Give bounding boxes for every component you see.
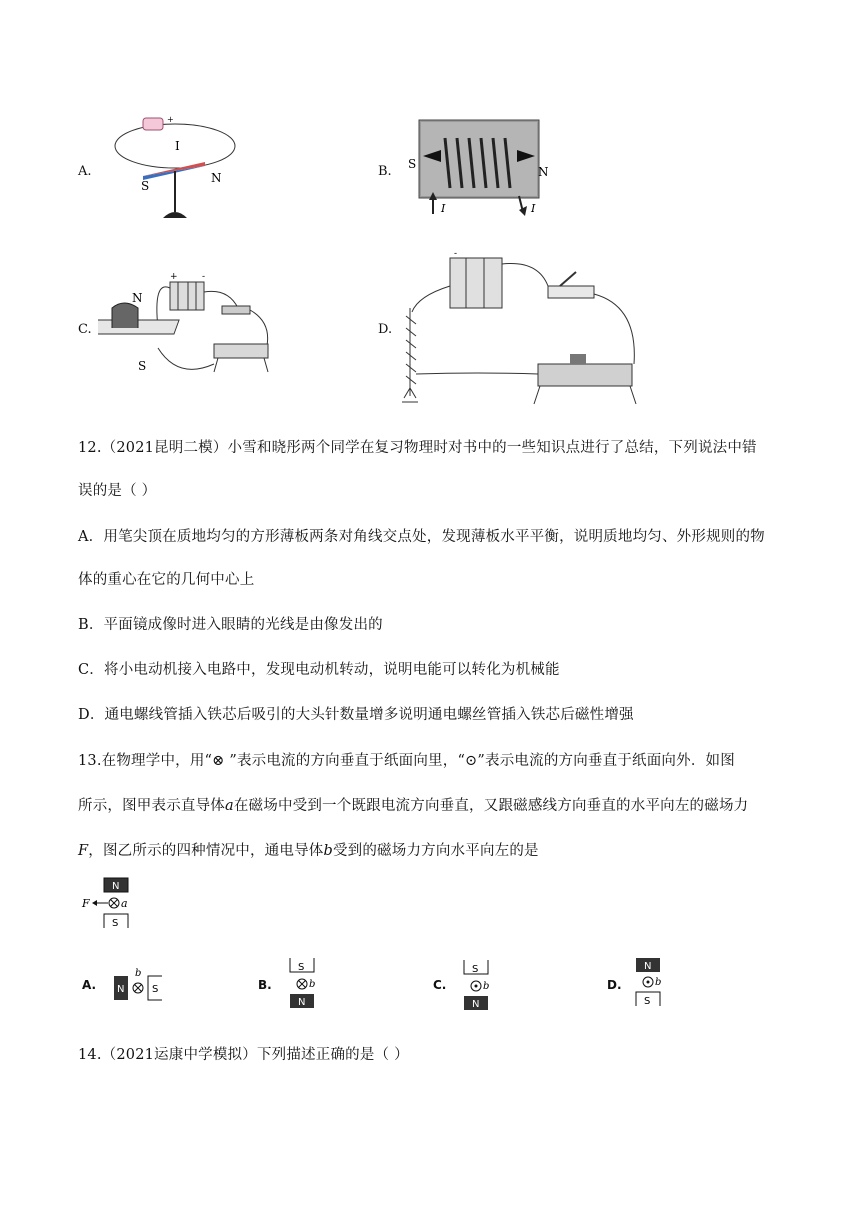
- q13-b-top-pole: S: [298, 962, 305, 973]
- q13-d-top-pole: N: [644, 961, 652, 972]
- q11-c-south-label: S: [138, 359, 147, 373]
- q11-b-current-left: I: [441, 202, 446, 215]
- q12-stem-line2: 误的是（ ）: [78, 483, 157, 499]
- q11-c-north-label: N: [132, 291, 143, 305]
- q13-line3-var2: b: [323, 843, 333, 859]
- q13-option-c-figure: [456, 958, 506, 1014]
- q11-option-c-letter: C.: [78, 322, 92, 337]
- q13-d-bottom-pole: S: [644, 996, 651, 1007]
- q13-b-conductor: b: [309, 979, 316, 990]
- q12-option-b: B．平面镜成像时进入眼睛的光线是由像发出的: [78, 617, 383, 633]
- q13-c-bottom-pole: N: [472, 999, 480, 1010]
- q13-c-top-pole: S: [472, 964, 479, 975]
- q11-b-current-right: I: [531, 202, 536, 215]
- q13-line2-var: a: [225, 798, 234, 814]
- q11-option-d-letter: D.: [378, 322, 393, 337]
- q13-line3-a: ，图乙所示的四种情况中，通电导体: [88, 843, 324, 859]
- q13-stem-line2: [78, 794, 748, 815]
- q13-a-left-pole: N: [117, 984, 125, 995]
- q13-line2-a: 所示，图甲表示直导体: [78, 798, 225, 814]
- q13-line3-var: F: [78, 843, 89, 859]
- q13-line3-b: 受到的磁场力方向水平向左的是: [332, 843, 539, 859]
- q13-jia-force-label: F: [82, 897, 90, 910]
- q13-option-d-letter: D.: [607, 978, 622, 992]
- q12-option-a-line1: A．用笔尖顶在质地均匀的方形薄板两条对角线交点处，发现薄板水平平衡，说明质地均匀、外形规则的物: [78, 529, 765, 545]
- q11-d-minus: -: [454, 249, 458, 259]
- q13-option-a-figure: [112, 964, 172, 1008]
- q11-b-north-label: N: [538, 165, 549, 179]
- q12-option-a-line2: 体的重心在它的几何中心上: [78, 572, 255, 588]
- q11-option-b-figure: [405, 118, 555, 218]
- svg-text:+: +: [167, 115, 174, 124]
- q11-option-a-figure: [105, 106, 245, 226]
- q13-b-bottom-pole: N: [298, 997, 306, 1008]
- q11-option-c-figure: [98, 268, 288, 388]
- q13-figure-jia: [80, 876, 150, 932]
- q14-stem-line1: 14.（2021运康中学模拟）下列描述正确的是（ ）: [78, 1047, 409, 1063]
- q13-stem-line3: [78, 839, 539, 860]
- q13-c-conductor: b: [483, 981, 490, 992]
- q13-option-c-letter: C.: [433, 978, 447, 992]
- q12-stem-line1: 12.（2021昆明二模）小雪和晓彤两个同学在复习物理时对书中的一些知识点进行了总结，下列说法中错: [78, 440, 757, 456]
- q11-option-d-figure: [398, 246, 648, 408]
- q13-jia-conductor: a: [121, 897, 128, 910]
- q11-c-plus: +: [170, 272, 178, 282]
- q13-d-conductor: b: [655, 977, 662, 988]
- q11-option-a-letter: A.: [78, 164, 92, 179]
- q13-a-right-pole: S: [152, 984, 159, 995]
- q13-stem-line1: 13.在物理学中，用“⊗ ”表示电流的方向垂直于纸面向里，“⊙”表示电流的方向垂直于纸面向外．如图: [78, 753, 735, 769]
- q11-a-south-label: S: [141, 179, 150, 193]
- q13-line2-b: 在磁场中受到一个既跟电流方向垂直，又跟磁感线方向垂直的水平向左的磁场力: [233, 798, 749, 814]
- q13-jia-bottom-pole: S: [112, 918, 119, 929]
- q11-b-south-label: S: [408, 157, 417, 171]
- q13-option-a-letter: A.: [82, 978, 97, 992]
- q13-option-b-letter: B.: [258, 978, 272, 992]
- q11-a-north-label: N: [211, 171, 222, 185]
- q12-option-c: C．将小电动机接入电路中，发现电动机转动，说明电能可以转化为机械能: [78, 662, 560, 678]
- q11-option-b-letter: B.: [378, 164, 392, 179]
- q13-jia-top-pole: N: [112, 881, 120, 892]
- q11-c-minus: -: [202, 272, 206, 282]
- q11-a-current-label: I: [175, 139, 180, 153]
- q12-option-d: D．通电螺线管插入铁芯后吸引的大头针数量增多说明通电螺丝管插入铁芯后磁性增强: [78, 707, 634, 723]
- q13-option-d-figure: [630, 956, 680, 1012]
- q13-a-conductor: b: [135, 968, 142, 979]
- q13-option-b-figure: [282, 956, 332, 1012]
